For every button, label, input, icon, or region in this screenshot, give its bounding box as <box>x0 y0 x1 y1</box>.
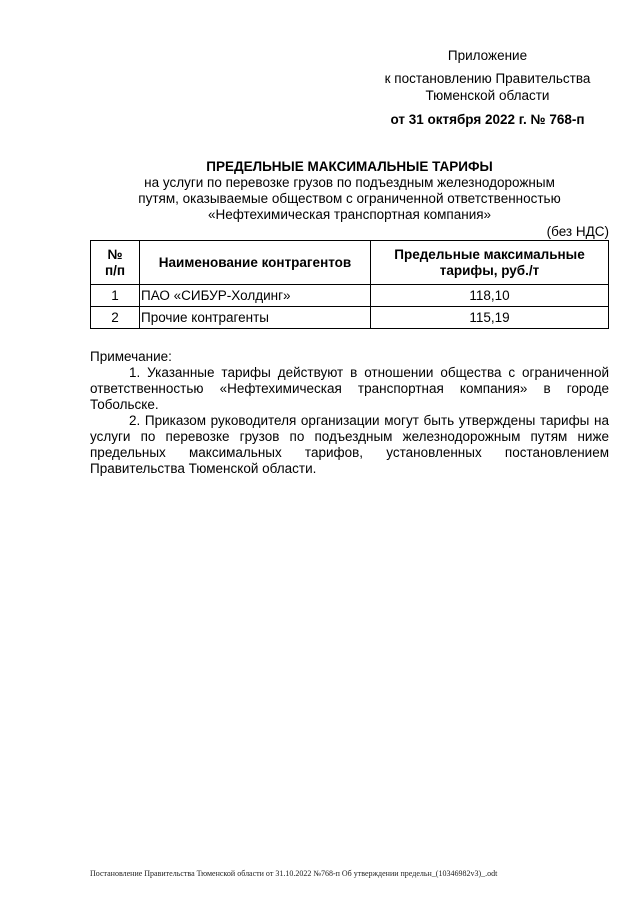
row-number: 2 <box>91 307 140 329</box>
appendix-reference-line2: Тюменской области <box>425 88 550 103</box>
appendix-reference-line1: к постановлению Правительства <box>384 71 591 86</box>
header-tariff <box>371 241 609 285</box>
tariffs-table <box>90 240 609 329</box>
row-number: 1 <box>91 285 140 307</box>
document-footer: Постановление Правительства Тюменской области от 31.10.2022 №768-п Об утверждении предельн_(10346982v3)_.odt <box>90 869 498 878</box>
table-row <box>91 285 609 307</box>
row-name: ПАО «СИБУР-Холдинг» <box>140 285 371 307</box>
header-number-line2: п/п <box>104 262 126 278</box>
notes-section <box>90 349 609 477</box>
table-row <box>91 307 609 329</box>
document-subtitle-line2: путям, оказываемые обществом с ограниченной ответственностью <box>138 191 561 206</box>
notes-label: Примечание: <box>90 349 172 364</box>
document-subtitle-line1: на услуги по перевозке грузов по подъездным железнодорожным <box>144 175 555 190</box>
header-tariff-line1: Предельные максимальные <box>394 246 585 262</box>
document-subtitle-line3: «Нефтехимическая транспортная компания» <box>207 207 492 222</box>
appendix-date-number: от 31 октября 2022 г. № 768-п <box>390 112 585 127</box>
header-number-line1: № <box>107 246 123 262</box>
appendix-title: Приложение <box>447 48 528 63</box>
header-tariff-line2: тарифы, руб./т <box>439 262 540 278</box>
row-name: Прочие контрагенты <box>140 307 371 329</box>
header-name: Наименование контрагентов <box>140 241 371 285</box>
table-header-row <box>91 241 609 285</box>
row-tariff: 118,10 <box>371 285 609 307</box>
header-number <box>91 241 140 285</box>
row-tariff: 115,19 <box>371 307 609 329</box>
document-heading: ПРЕДЕЛЬНЫЕ МАКСИМАЛЬНЫЕ ТАРИФЫ <box>206 159 493 174</box>
vat-note: (без НДС) <box>546 224 609 239</box>
appendix-block <box>350 47 625 128</box>
note-item-1: 1. Указанные тарифы действуют в отношении общества с ограниченной ответственностью «Нефтехимическая транспортная компания» в городе Тобольске. <box>90 365 609 412</box>
document-title <box>90 159 609 223</box>
note-item-2: 2. Приказом руководителя организации могут быть утверждены тарифы на услуги по перевозке грузов по подъездным железнодорожным путям ниже предельных максимальных тарифов, установленных постановлением Правительства Тюменской области. <box>90 413 609 476</box>
